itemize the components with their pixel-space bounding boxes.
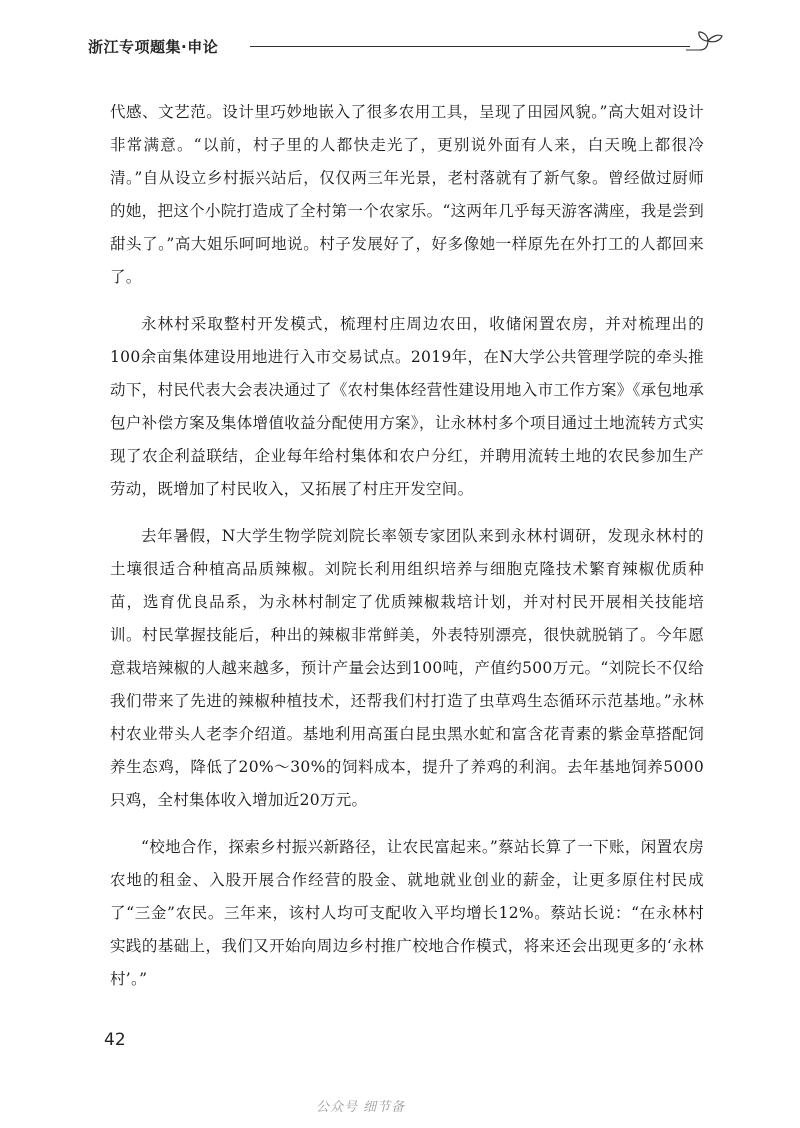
paragraph-pepper-cultivation: 去年暑假，N大学生物学院刘院长率领专家团队来到永林村调研，发现永林村的土壤很适合种植高品质辣椒。刘院长利用组织培养与细胞克隆技术繁育辣椒优质种苗，选育优良品系，为永林村制定了优质辣椒栽培计划，并对村民开展相关技能培训。村民掌握技能后，种出的辣椒非常鲜美，外表特别漂亮，很快就脱销了。今年愿意栽培辣椒的人越来越多，预计产量会达到100吨，产值约500万元。“刘院长不仅给我们带来了先进的辣椒种植技术，还帮我们村打造了虫草鸡生态循环示范基地。”永林村农业带头人老李介绍道。基地利用高蛋白昆虫黑水虻和富含花青素的紫金草搭配饲养生态鸡，降低了20%～30%的饲料成本，提升了养鸡的利润。去年基地饲养5000只鸡，全村集体收入增加近20万元。 xyxy=(110,527,704,809)
watermark: 公众号 细节备 xyxy=(316,1100,406,1115)
paragraph-land-development: 永林村采取整村开发模式，梳理村庄周边农田，收储闲置农房，并对梳理出的100余亩集体建设用地进行入市交易试点。2019年，在N大学公共管理学院的牵头推动下，村民代表大会表决通过了《农村集体经营性建设用地入市工作方案》《承包地承包户补偿方案及集体增值收益分配使用方案》，让永林村多个项目通过土地流转方式实现了农企利益联结，企业每年给村集体和农户分红，并聘用流转土地的农民参加生产劳动，既增加了村民收入，又拓展了村庄开发空间。 xyxy=(110,315,704,498)
sprout-icon xyxy=(686,30,724,58)
article-body xyxy=(110,96,704,1010)
book-title: 浙江专项题集·申论 xyxy=(88,38,219,56)
page-header xyxy=(88,28,728,62)
page-number: 42 xyxy=(104,1030,126,1050)
paragraph-continued: 代感、文艺范。设计里巧妙地嵌入了很多农用工具，呈现了田园风貌。”高大姐对设计非常满意。“以前，村子里的人都快走光了，更别说外面有人来，白天晚上都很冷清。”自从设立乡村振兴站后，仅仅两三年光景，老村落就有了新气象。曾经做过厨师的她，把这个小院打造成了全村第一个农家乐。“这两年几乎每天游客满座，我是尝到甜头了。”高大姐乐呵呵地说。村子发展好了，好多像她一样原先在外打工的人都回来了。 xyxy=(110,103,704,286)
paragraph-school-village-cooperation: “校地合作，探索乡村振兴新路径，让农民富起来。”蔡站长算了一下账，闲置农房农地的租金、入股开展合作经营的股金、就地就业创业的薪金，让更多原住村民成了“三金”农民。三年来，该村人均可支配收入平均增长12%。蔡站长说：“在永林村实践的基础上，我们又开始向周边乡村推广校地合作模式，将来还会出现更多的‘永林村’。” xyxy=(110,838,704,988)
header-rule xyxy=(250,46,690,47)
